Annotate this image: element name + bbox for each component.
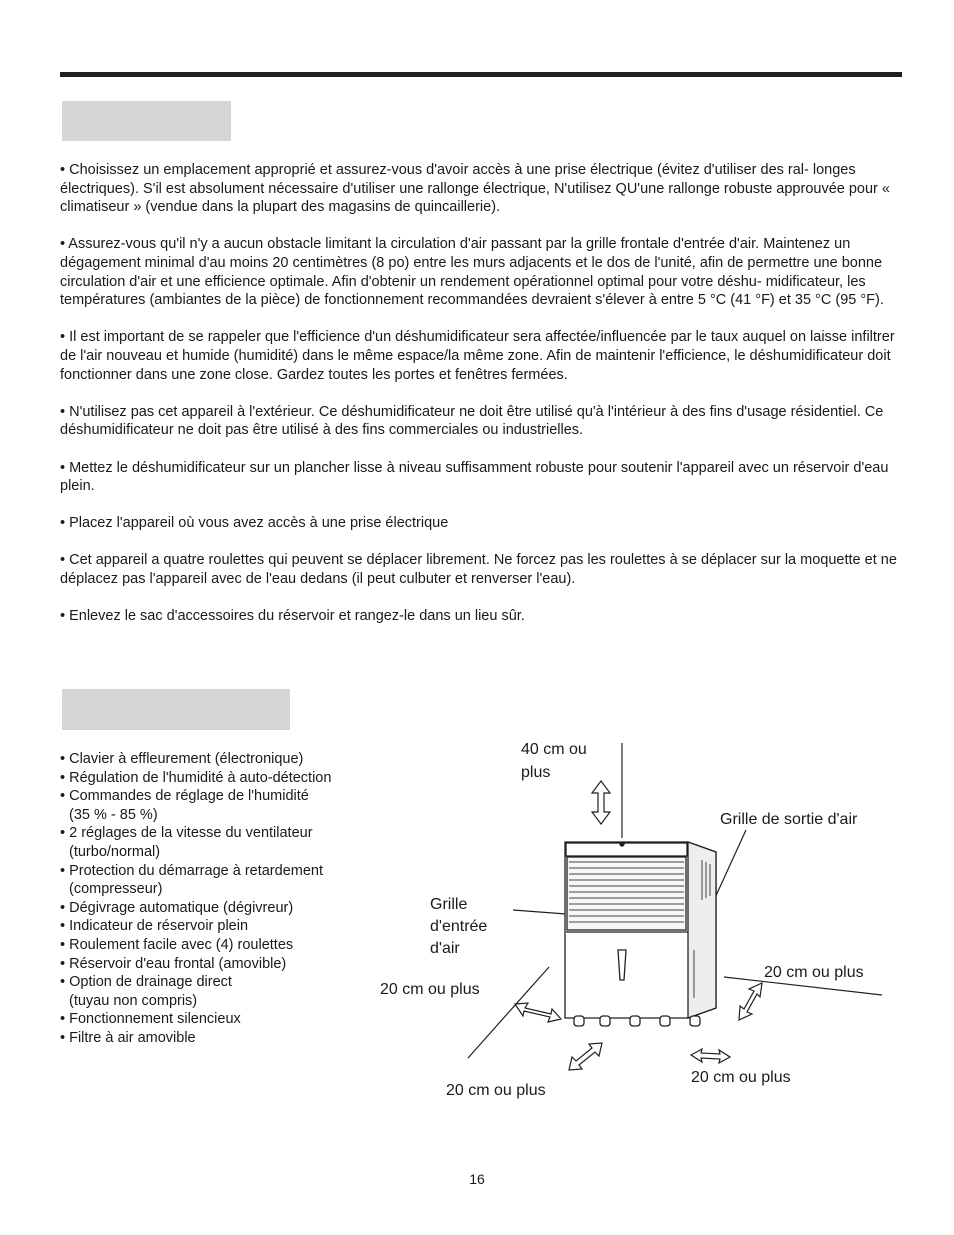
list-item: • Dégivrage automatique (dégivreur) xyxy=(60,899,294,916)
left-clearance-arrow-icon xyxy=(515,1003,561,1022)
front-clearance-label: 20 cm ou plus xyxy=(446,1082,546,1099)
list-item: • Commandes de réglage de l'humidité xyxy=(60,788,309,805)
list-item-continuation: (turbo/normal) xyxy=(69,843,161,860)
right-clearance-arrow-icon xyxy=(739,983,762,1020)
list-item: • Roulement facile avec (4) roulettes xyxy=(60,936,294,953)
paragraph: • Enlevez le sac d'accessoires du réservoir et rangez-le dans un lieu sûr. xyxy=(60,608,525,625)
paragraph: • Mettez le déshumidificateur sur un plancher lisse à niveau suffisamment robuste pour soutenir l'appareil avec un réservoir d'eau plein. xyxy=(60,459,889,495)
dehumidifier-unit-icon xyxy=(565,842,716,1026)
inlet-grille-label-line3: d'air xyxy=(430,940,460,957)
inlet-grille-label-line1: Grille xyxy=(430,896,468,913)
paragraph: • N'utilisez pas cet appareil à l'extérieur. Ce déshumidificateur ne doit être utilisé qu'à l'intérieur à des fins d'usage résidentiel. Ce déshumidificateur ne doit pas être utilisé à des fins commerciales ou industrielles. xyxy=(60,403,884,439)
outlet-grille-label: Grille de sortie d'air xyxy=(720,811,858,828)
paragraph: • Placez l'appareil où vous avez accès à une prise électrique xyxy=(60,515,449,532)
inlet-leader-line xyxy=(513,910,566,914)
inlet-grille-label-line2: d'entrée xyxy=(430,918,488,935)
paragraph: • Choisissez un emplacement approprié et assurez-vous d'avoir accès à une prise électrique (évitez d'utiliser des ral- longes électriques). S'il est absolument nécessaire d'utiliser une rallonge électrique, N'utilisez QU'une rallonge robuste approuvée pour « climatiseur » (vendue dans la plupart des magasins de quincaillerie). xyxy=(60,162,890,216)
list-item: • Protection du démarrage à retardement xyxy=(60,862,323,879)
top-clearance-label-line1: 40 cm ou xyxy=(521,741,587,758)
back-clearance-arrow-icon xyxy=(691,1049,730,1063)
list-item: • 2 réglages de la vitesse du ventilateur xyxy=(60,825,313,842)
list-item: • Clavier à effleurement (électronique) xyxy=(60,751,304,767)
right-clearance-label: 20 cm ou plus xyxy=(764,964,864,981)
list-item: • Fonctionnement silencieux xyxy=(60,1011,241,1028)
left-clearance-label: 20 cm ou plus xyxy=(380,981,480,998)
front-clearance-arrow-icon xyxy=(569,1043,602,1070)
paragraph: • Assurez-vous qu'il n'y a aucun obstacle limitant la circulation d'air passant par la grille frontale d'entrée d'air. Maintenez un dégagement minimal d'au moins 20 centimètres (8 po) entre les murs adjacents et le dos de l'unité, afin de permettre une bonne circulation d'air et une efficience optimale. Afin d'obtenir un rendement opérationnel optimal pour votre déshu- midificateur, les températures (ambiantes de la pièce) de fonctionnement recommandées devraient s'élever à entre 5 °C (41 °F) et 35 °C (95 °F). xyxy=(60,236,884,309)
top-clearance-arrow-icon xyxy=(592,781,610,824)
page-number: 16 xyxy=(469,1171,485,1187)
list-item: • Régulation de l'humidité à auto-détection xyxy=(60,769,332,786)
back-clearance-label: 20 cm ou plus xyxy=(691,1069,791,1086)
list-item: • Filtre à air amovible xyxy=(60,1029,196,1046)
list-item: • Réservoir d'eau frontal (amovible) xyxy=(60,955,287,972)
list-item-continuation: (compresseur) xyxy=(69,881,163,898)
paragraph: • Il est important de se rappeler que l'efficience d'un déshumidificateur sera affectée/influencée par le taux auquel on laisse infiltrer de l'air nouveau et humide (humidité) dans le même espace/la même zone. Afin de maintenir l'efficience, le déshumidificateur doit fonctionner dans une zone close. Gardez toutes les portes et fenêtres fermées. xyxy=(60,329,895,383)
top-clearance-label-line2: plus xyxy=(521,764,551,781)
list-item: • Option de drainage direct xyxy=(60,974,232,991)
list-item: • Indicateur de réservoir plein xyxy=(60,918,249,935)
paragraph: • Cet appareil a quatre roulettes qui peuvent se déplacer librement. Ne forcez pas les roulettes à se déplacer sur la moquette et ne déplacez pas l'appareil avec de l'eau dedans (il peut culbuter et renverser l'eau). xyxy=(60,552,897,588)
list-item-continuation: (35 % - 85 %) xyxy=(69,806,158,823)
outlet-leader-line xyxy=(714,830,746,900)
list-item-continuation: (tuyau non compris) xyxy=(69,992,198,1009)
